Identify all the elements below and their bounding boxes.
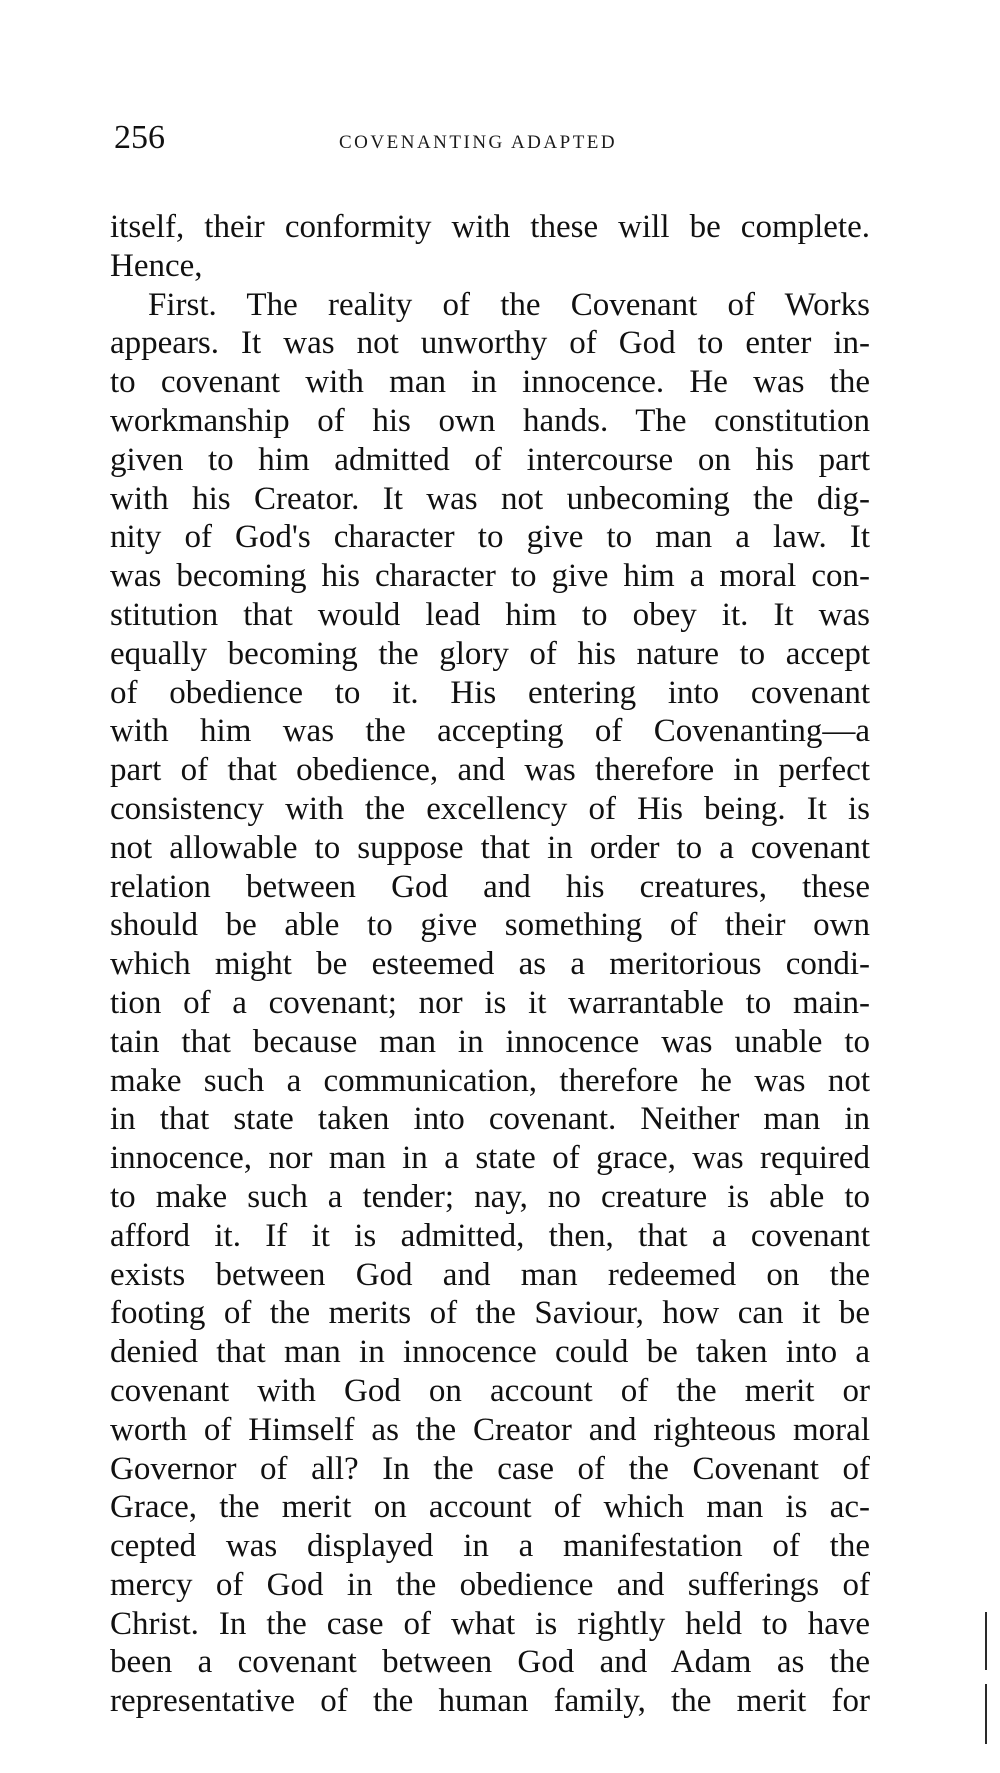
text-line: afford it. If it is admitted, then, that a covenant (110, 1217, 870, 1254)
text-line: which might be esteemed as a meritorious condi- (110, 946, 870, 983)
text-line: tion of a covenant; nor is it warrantable to main- (110, 984, 870, 1021)
scan-edge-mark (985, 1684, 987, 1744)
text-line: to covenant with man in innocence. He was the (110, 364, 870, 401)
text-line: workmanship of his own hands. The constitution (110, 402, 870, 439)
text-line: given to him admitted of intercourse on his part (110, 441, 870, 478)
text-line: worth of Himself as the Creator and righteous moral (110, 1411, 870, 1448)
running-head (114, 118, 874, 168)
text-line: tain that because man in innocence was unable to (110, 1023, 870, 1060)
text-line: appears. It was not unworthy of God to enter in- (110, 325, 870, 362)
text-line: been a covenant between God and Adam as the (110, 1644, 870, 1681)
text-line: in that state taken into covenant. Neither man in (110, 1101, 870, 1138)
text-line: Hence, (110, 247, 203, 284)
text-line: denied that man in innocence could be taken into a (110, 1334, 870, 1371)
text-line: nity of God's character to give to man a law. It (110, 519, 870, 556)
text-line: consistency with the excellency of His being. It is (110, 790, 870, 827)
text-line: with him was the accepting of Covenanting—a (110, 713, 870, 750)
text-line: representative of the human family, the merit for (110, 1683, 870, 1720)
text-line: cepted was displayed in a manifestation of the (110, 1528, 870, 1565)
text-line: First. The reality of the Covenant of Works (148, 286, 870, 323)
text-line: mercy of God in the obedience and sufferings of (110, 1566, 870, 1603)
text-line: covenant with God on account of the merit or (110, 1372, 870, 1409)
text-line: not allowable to suppose that in order to a covenant (110, 829, 870, 866)
text-line: Grace, the merit on account of which man is ac- (110, 1489, 870, 1526)
scan-edge-mark (985, 1612, 987, 1670)
text-line: stitution that would lead him to obey it. It was (110, 596, 870, 633)
text-line: exists between God and man redeemed on the (110, 1256, 870, 1293)
text-line: innocence, nor man in a state of grace, was required (110, 1140, 870, 1177)
body-text (110, 208, 870, 1721)
text-line: was becoming his character to give him a moral con- (110, 558, 870, 595)
text-line: Governor of all? In the case of the Covenant of (110, 1450, 870, 1487)
text-line: relation between God and his creatures, these (110, 868, 870, 905)
text-line: Christ. In the case of what is rightly held to have (110, 1605, 870, 1642)
text-line: make such a communication, therefore he was not (110, 1062, 870, 1099)
running-title: COVENANTING ADAPTED (339, 132, 618, 153)
text-line: itself, their conformity with these will be complete. (110, 209, 870, 245)
text-line: equally becoming the glory of his nature to accept (110, 635, 870, 672)
page-number: 256 (114, 119, 165, 156)
text-line: footing of the merits of the Saviour, how can it be (110, 1295, 870, 1332)
text-line: of obedience to it. His entering into covenant (110, 674, 870, 711)
text-line: with his Creator. It was not unbecoming the dig- (110, 480, 870, 517)
text-line: part of that obedience, and was therefore in perfect (110, 752, 870, 789)
text-line: to make such a tender; nay, no creature is able to (110, 1178, 870, 1215)
text-line: should be able to give something of their own (110, 907, 870, 944)
